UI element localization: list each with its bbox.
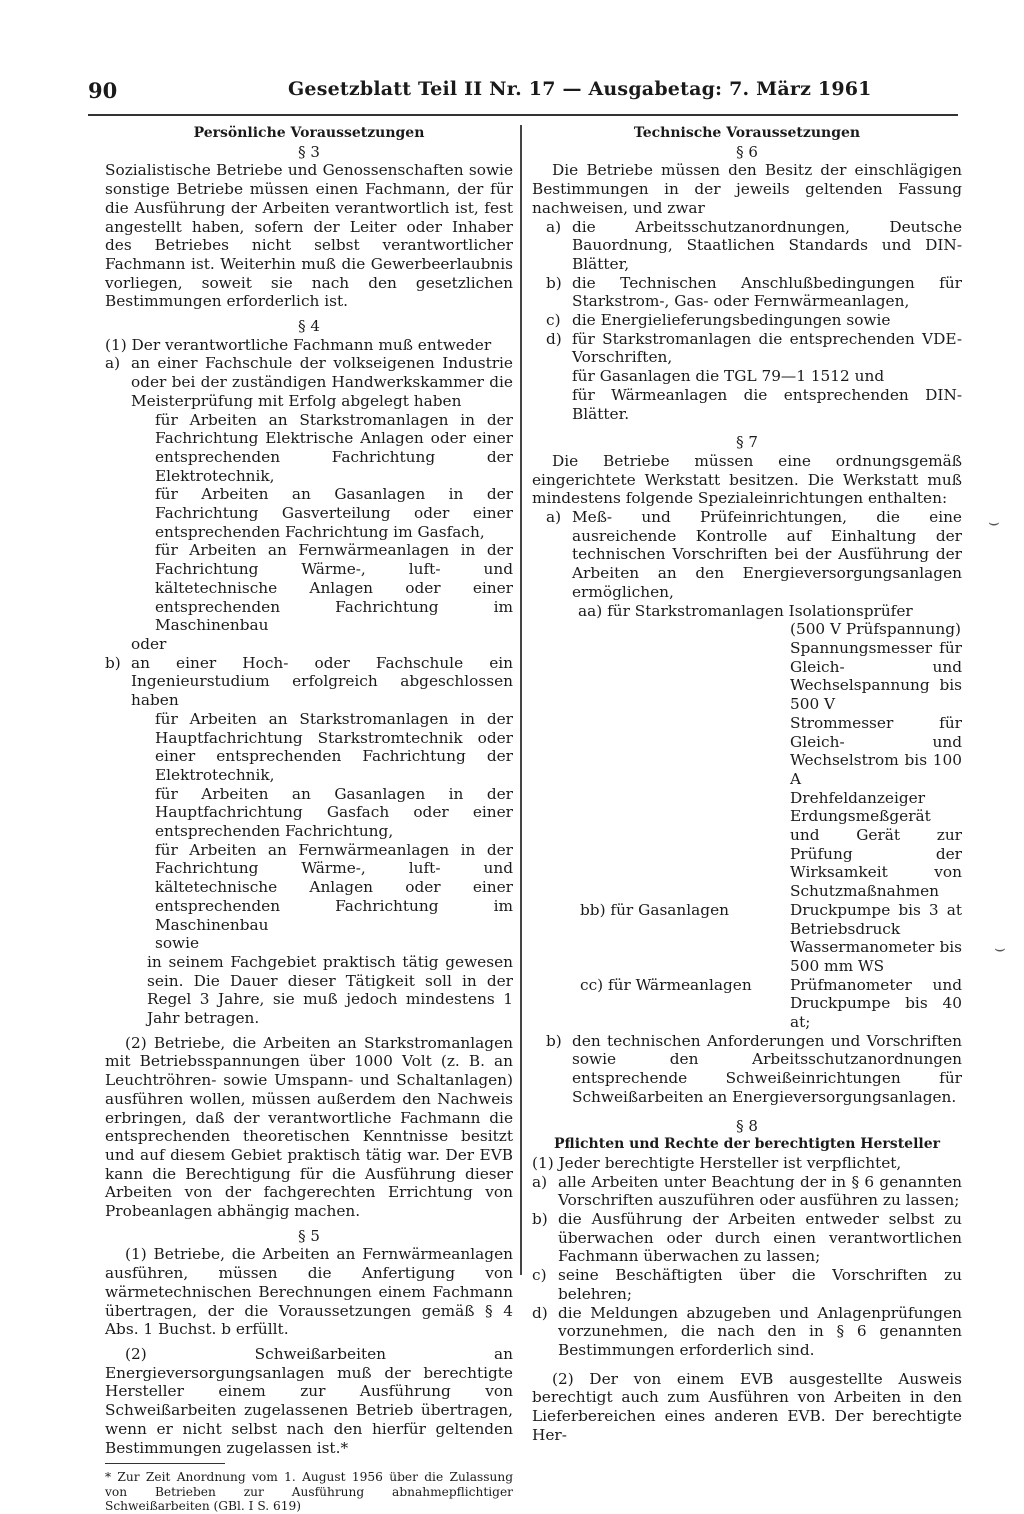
paragraph-text: Die Betriebe müssen den Besitz der einschlägigen Bestimmungen in der jeweils geltenden Fassung nachweisen, und zwar	[532, 161, 962, 217]
section-heading: Pflichten und Rechte der berechtigten Hersteller	[554, 1136, 940, 1153]
list-label: a)	[546, 217, 562, 236]
list-label: c)	[532, 1266, 547, 1285]
list-subitem: für Arbeiten an Fernwärmeanlagen in der Fachrichtung Wärme-, luft- und kältetechnische Anlagen oder einer entsprechenden Fachrichtung im Maschinenbau	[155, 541, 513, 635]
list-subitem: für Arbeiten an Starkstromanlagen in der Hauptfachrichtung Starkstromtechnik oder einer entsprechenden Fachrichtung der Elektrotechnik,	[155, 709, 513, 784]
list-label: b)	[546, 1031, 562, 1050]
conjunction: oder	[131, 634, 167, 653]
list-label: a)	[546, 508, 562, 527]
equipment-row	[580, 901, 962, 938]
paragraph-text: Die Betriebe müssen eine ordnungsgemäß eingerichtete Werkstatt besitzen. Die Werkstatt muß mindestens folgende Spezialeinrichtungen enthalten:	[532, 451, 962, 508]
equipment-item: Wassermanometer bis 500 mm WS	[790, 938, 962, 975]
list-item	[532, 1304, 962, 1360]
list-subitem: für Arbeiten an Gasanlagen in der Fachrichtung Gasverteilung oder einer entsprechenden Fachrichtung im Gasfach,	[155, 485, 513, 541]
paragraph-text: Sozialistische Betriebe und Genossenschaften sowie sonstige Betriebe müssen einen Fachmann, der für die Ausführung der Arbeiten verantwortlich ist, fest angestellt haben, sofern der Leiter oder Inhaber des Betriebes nicht selbst verantwortlicher Fachmann ist. Weiterhin muß die Gewerbeerlaubnis vorliegen, soweit sie nach den gesetzlichen Bestimmungen erforderlich ist.	[105, 161, 513, 311]
paragraph-text: in seinem Fachgebiet praktisch tätig gewesen sein. Die Dauer dieser Tätigkeit soll in der Regel 3 Jahre, sie muß jedoch mindestens 1 Jahr betragen.	[147, 952, 513, 1028]
list-text: die Ausführung der Arbeiten entweder selbst zu überwachen oder durch einen verantwortlichen Fachmann überwachen zu lassen;	[558, 1210, 962, 1266]
paragraph-text: (2) Betriebe, die Arbeiten an Starkstromanlagen mit Betriebsspannungen über 1000 Volt (z. B. an Leuchtröhren- sowie Umspann- und Schaltanlagen) ausführen wollen, müssen außerdem den Nachweis erbringen, daß der verantwortliche Fachmann die entsprechenden theoretischen Kenntnisse besitzt und auf diesem Gebiet praktisch tätig war. Der EVB kann die Berechtigung für die Ausführung dieser Arbeiten von der fachgerechten Errichtung von Probeanlagen abhängig machen.	[105, 1033, 513, 1221]
list-label: a)	[105, 354, 121, 373]
list-item	[546, 330, 962, 367]
column-divider	[520, 125, 522, 1275]
margin-mark: ⌣	[988, 512, 1000, 533]
page-header	[88, 78, 958, 112]
equipment-item: Druckpumpe bis 3 at Betriebsdruck	[790, 900, 962, 938]
list-item	[532, 1210, 962, 1266]
list-text: für Starkstromanlagen die entsprechenden VDE-Vorschriften,	[572, 329, 962, 367]
list-item	[105, 354, 513, 410]
header-rule	[88, 114, 958, 116]
list-item	[532, 1173, 962, 1210]
list-item	[546, 274, 962, 311]
gazette-title: Gesetzblatt Teil II Nr. 17 — Ausgabetag: 7. März 1961	[288, 78, 872, 100]
equipment-group: aa) für Starkstromanlagen Isolationsprüfer	[578, 601, 913, 620]
list-label: c)	[546, 311, 561, 330]
list-item	[105, 654, 513, 710]
footnote-rule	[105, 1463, 225, 1464]
right-column	[532, 124, 962, 1445]
page-number: 90	[88, 78, 118, 103]
list-label: b)	[105, 653, 121, 672]
list-text: an einer Hoch- oder Fachschule ein Ingenieurstudium erfolgreich abgeschlossen haben	[131, 653, 513, 710]
footnote: * Zur Zeit Anordnung vom 1. August 1956 über die Zulassung von Betrieben zur Ausführung abnahmepflichtiger Schweißarbeiten (GBl. I S. 619)	[105, 1470, 513, 1514]
list-text: an einer Fachschule der volkseigenen Industrie oder bei der zuständigen Handwerkskammer die Meisterprüfung mit Erfolg abgelegt haben	[131, 354, 513, 410]
list-text: seine Beschäftigten über die Vorschriften zu belehren;	[558, 1266, 962, 1303]
paragraph-text: (2) Der von einem EVB ausgestellte Ausweis berechtigt auch zum Ausführen von Arbeiten in den Lieferbereichen eines anderen EVB. Der berechtigte Her-	[532, 1369, 962, 1444]
paragraph-text: (1) Der verantwortliche Fachmann muß entweder	[105, 335, 492, 354]
list-subitem: für Arbeiten an Fernwärmeanlagen in der Fachrichtung Wärme-, luft- und kältetechnische Anlagen oder einer entsprechenden Fachrichtung im Maschinenbau	[155, 840, 513, 934]
paragraph-number: § 5	[298, 1226, 320, 1245]
list-subitem: für Arbeiten an Starkstromanlagen in der Fachrichtung Elektrische Anlagen oder einer entsprechenden Fachrichtung der Elektrotechnik,	[155, 410, 513, 485]
list-text: die Energielieferungsbedingungen sowie	[572, 311, 891, 330]
list-text: alle Arbeiten unter Beachtung der in § 6 genannten Vorschriften auszuführen oder ausführen zu lassen;	[558, 1172, 962, 1210]
list-text: die Arbeitsschutzanordnungen, Deutsche Bauordnung, Staatlichen Standards und DIN-Blätter,	[572, 217, 962, 273]
conjunction: sowie	[155, 934, 200, 953]
paragraph-text: (1) Jeder berechtigte Hersteller ist verpflichtet,	[532, 1153, 902, 1172]
list-item	[546, 311, 962, 330]
list-subitem: für Arbeiten an Gasanlagen in der Hauptfachrichtung Gasfach oder einer entsprechenden Fachrichtung,	[155, 784, 513, 841]
paragraph-number: § 3	[298, 142, 320, 161]
list-label: d)	[532, 1303, 548, 1322]
list-subitem: für Gasanlagen die TGL 79—1 1512 und	[572, 367, 885, 386]
equipment-row	[580, 976, 962, 1032]
section-heading: Persönliche Voraussetzungen	[193, 125, 425, 141]
equipment-group: bb) für Gasanlagen	[580, 900, 729, 919]
left-column	[105, 124, 513, 1514]
list-text: den technischen Anforderungen und Vorschriften sowie den Arbeitsschutzanordnungen entsprechende Schweißeinrichtungen für Schweißarbeiten an Energieversorgungsanlagen.	[572, 1031, 962, 1106]
list-item	[546, 218, 962, 274]
equipment-item: Erdungsmeßgerät und Gerät zur Prüfung der Wirksamkeit von Schutzmaßnahmen	[790, 807, 962, 901]
list-text: die Technischen Anschlußbedingungen für Starkstrom-, Gas- oder Fernwärmeanlagen,	[572, 273, 962, 311]
equipment-item: Strommesser für Gleich- und Wechselstrom bis 100 A	[790, 713, 962, 788]
list-item	[532, 1266, 962, 1303]
list-text: die Meldungen abzugeben und Anlagenprüfungen vorzunehmen, die nach den in § 6 genannten Bestimmungen erforderlich sind.	[558, 1303, 962, 1359]
section-heading: Technische Voraussetzungen	[633, 125, 861, 141]
equipment-group: cc) für Wärmeanlagen	[580, 975, 752, 994]
paragraph-number: § 7	[736, 433, 758, 452]
equipment-item: Drehfeldanzeiger	[790, 788, 926, 807]
list-subitem: für Wärmeanlagen die entsprechenden DIN-Blätter.	[572, 385, 962, 423]
equipment-item: Prüfmanometer und Druckpumpe bis 40 at;	[790, 975, 962, 1032]
list-label: b)	[532, 1210, 548, 1229]
margin-mark: ⌣	[994, 938, 1006, 959]
equipment-item: (500 V Prüfspannung)	[790, 620, 961, 639]
list-item	[546, 508, 962, 602]
equipment-item: Spannungsmesser für Gleich- und Wechselspannung bis 500 V	[790, 638, 962, 714]
paragraph-text: (2) Schweißarbeiten an Energieversorgungsanlagen muß der berechtigte Hersteller einem zur Ausführung von Schweißarbeiten zugelassenen Betrieb übertragen, wenn er nicht selbst nach den hierfür geltenden Bestimmungen zugelassen ist.*	[105, 1345, 513, 1457]
paragraph-number: § 4	[298, 317, 320, 336]
list-label: a)	[532, 1172, 548, 1191]
list-label: d)	[546, 329, 562, 348]
list-label: b)	[546, 273, 562, 292]
paragraph-number: § 6	[736, 142, 758, 161]
paragraph-text: (1) Betriebe, die Arbeiten an Fernwärmeanlagen ausführen, müssen die Anfertigung von wärmetechnischen Berechnungen einem Fachmann übertragen, der die Voraussetzungen gemäß § 4 Abs. 1 Buchst. b erfüllt.	[105, 1245, 513, 1339]
list-text: Meß- und Prüfeinrichtungen, die eine ausreichende Kontrolle auf Einhaltung der technischen Vorschriften bei der Ausführung der Arbeiten an den Energieversorgungsanlagen ermöglichen,	[572, 508, 962, 601]
list-item	[546, 1032, 962, 1107]
paragraph-number: § 8	[736, 1116, 758, 1135]
